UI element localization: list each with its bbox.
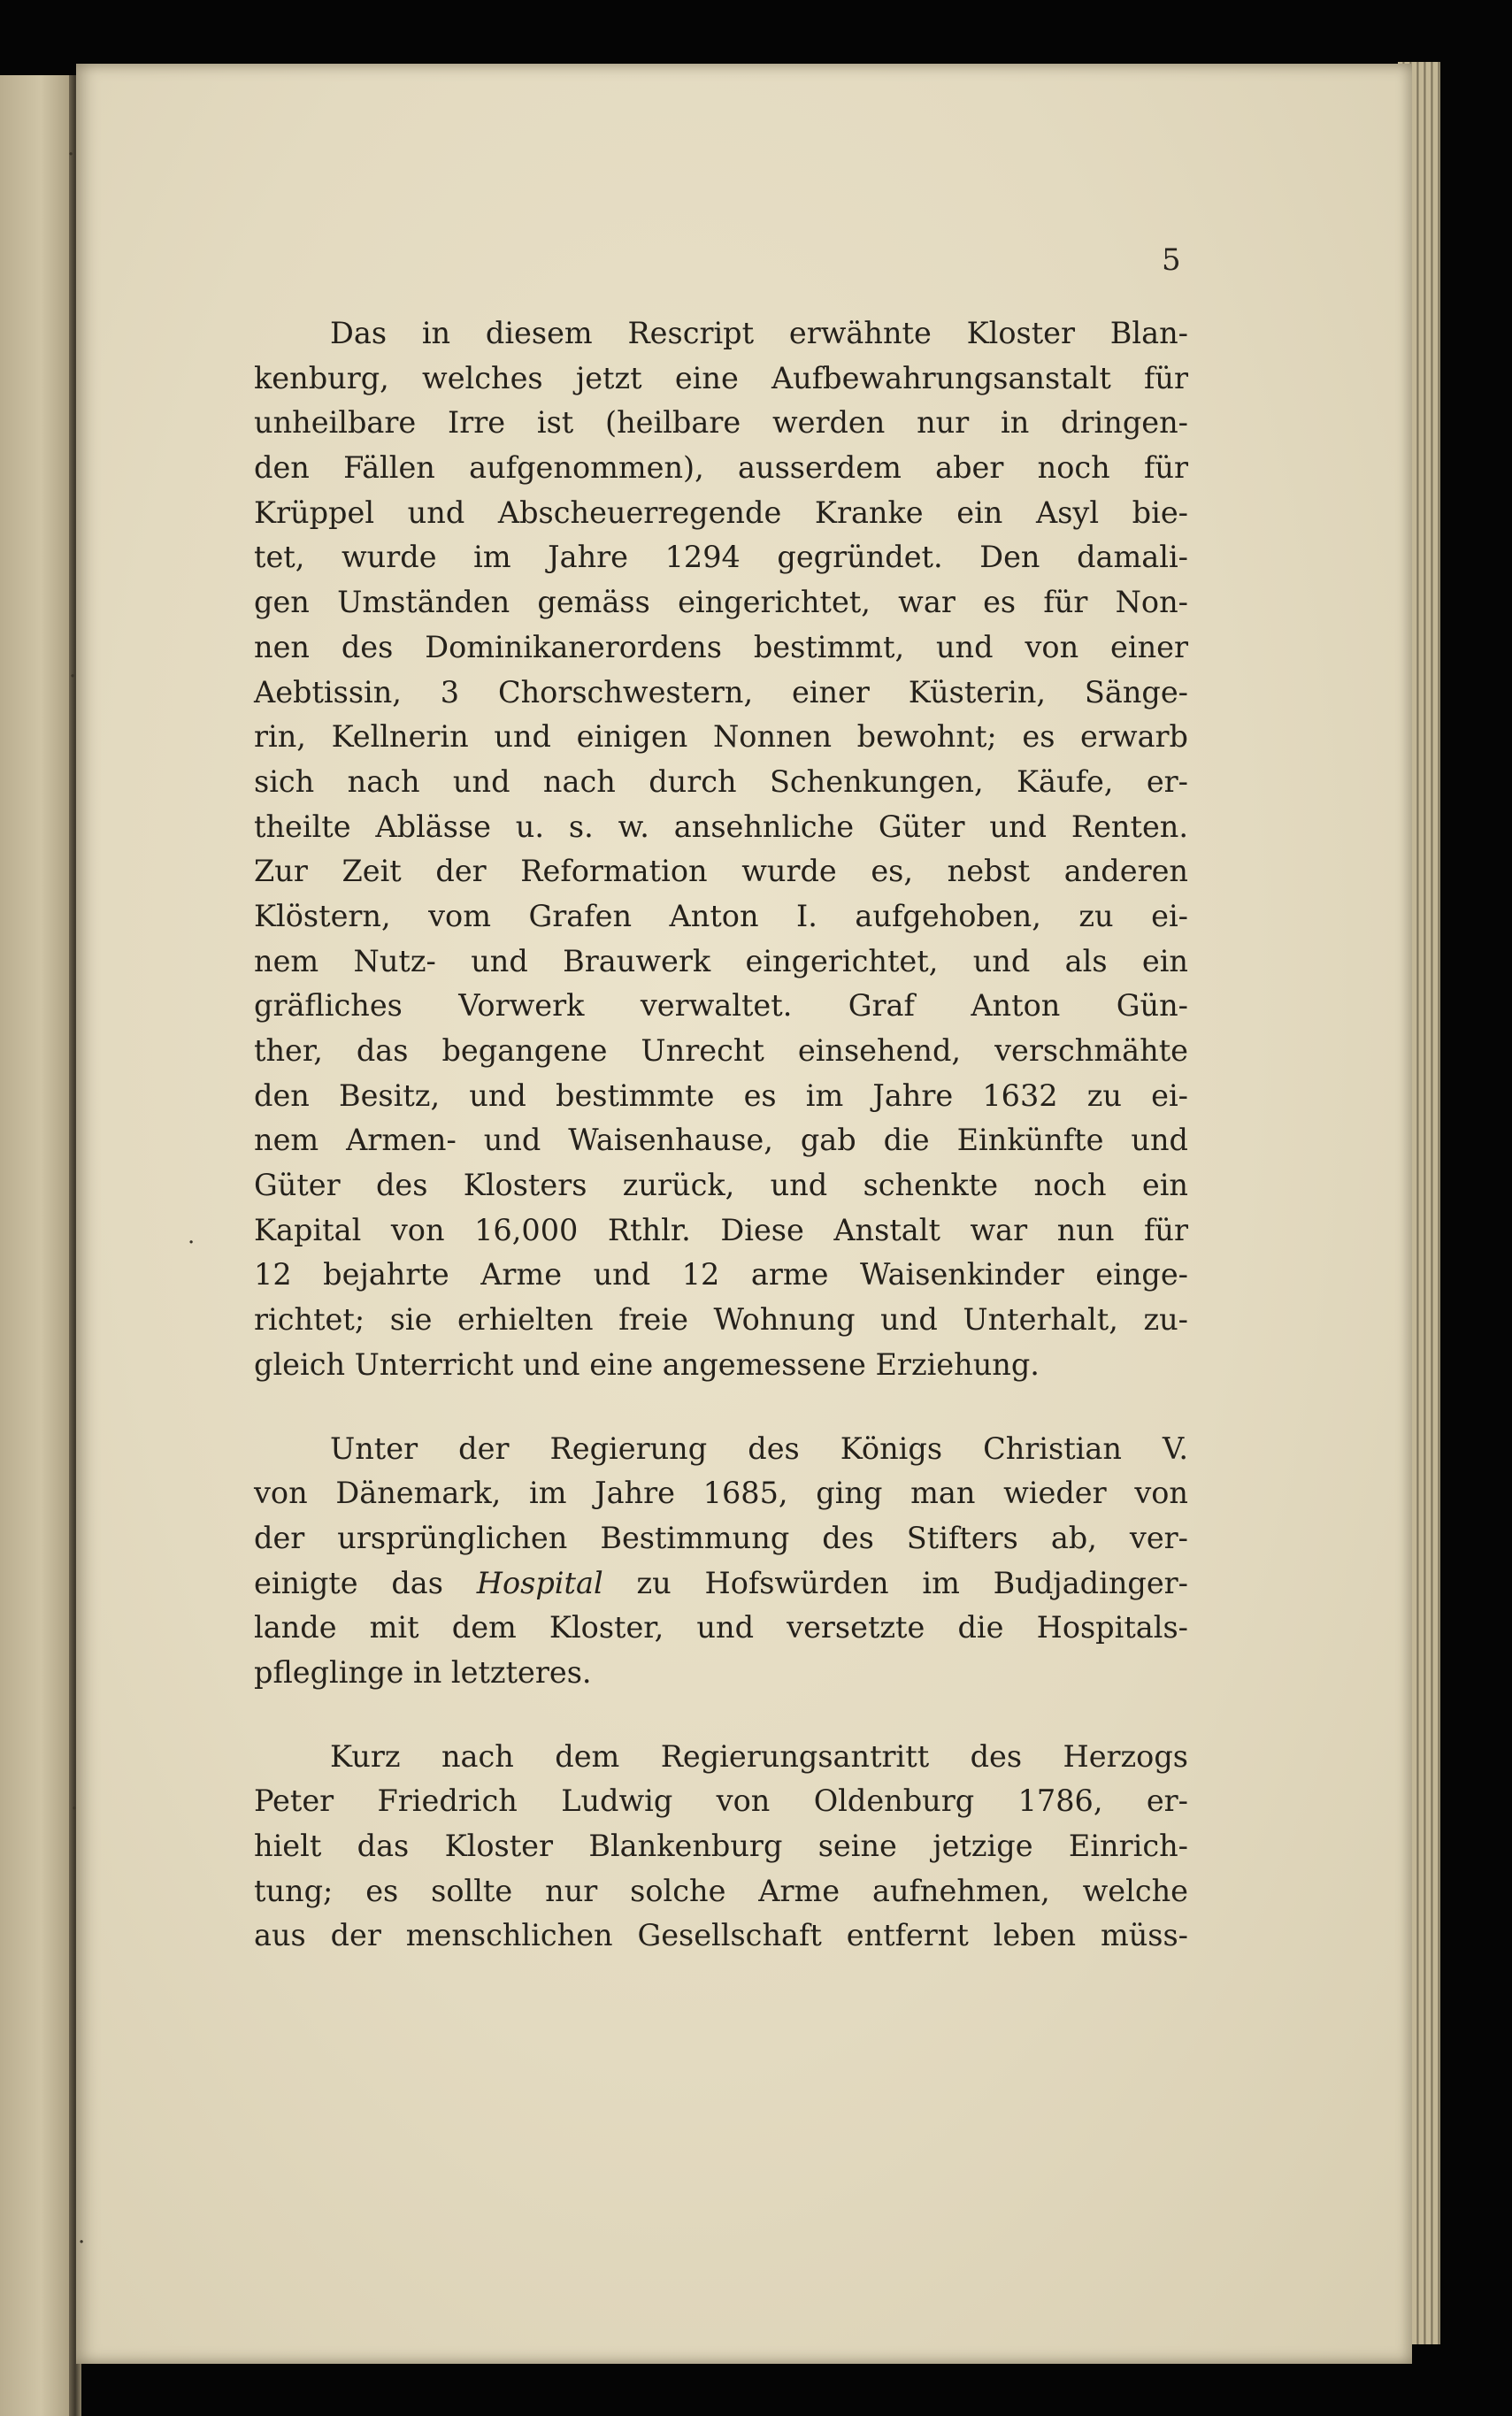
text-line: Krüppel und Abscheuerregende Kranke ein Asyl bie- (254, 495, 1188, 530)
text-line: gleich Unterricht und eine angemessene Erziehung. (254, 1346, 1040, 1382)
text-line: gen Umständen gemäss eingerichtet, war es für Non- (254, 585, 1188, 620)
italic-term: Hospital (476, 1565, 603, 1600)
text-line-with-italic (254, 1561, 1188, 1607)
text-line: sich nach und nach durch Schenkungen, Käufe, er- (254, 763, 1188, 799)
text-line: der ursprünglichen Bestimmung des Stifters ab, ver- (254, 1520, 1188, 1555)
text-line: theilte Ablässe u. s. w. ansehnliche Güter und Renten. (254, 809, 1188, 844)
text-line: Das in diesem Rescript erwähnte Kloster Blan- (330, 316, 1188, 350)
text-line: nem Nutz- und Brauwerk eingerichtet, und als ein (254, 943, 1188, 978)
text-line: Kurz nach dem Regierungsantritt des Herzogs (330, 1738, 1188, 1774)
paragraph-gap (254, 1696, 1188, 1735)
text-line: Aebtissin, 3 Chorschwestern, einer Küsterin, Sänge- (254, 674, 1188, 709)
text-line: Peter Friedrich Ludwig von Oldenburg 1786, er- (254, 1783, 1188, 1819)
text-line: ther, das begangene Unrecht einsehend, verschmähte (254, 1033, 1188, 1068)
text-line: den Besitz, und bestimmte es im Jahre 1632 zu ei- (254, 1078, 1188, 1113)
previous-page-edge (0, 75, 77, 2416)
text-segment: einigte das (254, 1565, 443, 1600)
text-line: Klöstern, vom Grafen Anton I. aufgehoben, zu ei- (254, 898, 1188, 933)
text-line: gräfliches Vorwerk verwaltet. Graf Anton Gün- (254, 988, 1188, 1024)
paragraph-2 (254, 1427, 1188, 1696)
page-number: 5 (1162, 242, 1181, 278)
stray-mark: · (71, 1796, 79, 1822)
text-line: von Dänemark, im Jahre 1685, ging man wieder von (254, 1476, 1188, 1511)
text-line: pfleglinge in letzteres. (254, 1654, 592, 1690)
paragraph-1 (254, 311, 1188, 1388)
paragraph-3 (254, 1735, 1188, 1959)
text-line: nem Armen- und Waisenhause, gab die Einkünfte und (254, 1123, 1188, 1158)
text-line: den Fällen aufgenommen), ausserdem aber noch für (254, 450, 1188, 486)
text-line: lande mit dem Kloster, und versetzte die Hospitals- (254, 1610, 1188, 1645)
text-line: Unter der Regierung des Königs Christian V. (330, 1430, 1188, 1466)
text-line: nen des Dominikanerordens bestimmt, und von einer (254, 629, 1188, 664)
text-line: Zur Zeit der Reformation wurde es, nebst anderen (254, 854, 1188, 889)
text-line: unheilbare Irre ist (heilbare werden nur in dringen- (254, 405, 1188, 441)
page-body-text (254, 311, 1188, 1959)
text-line: Kapital von 16,000 Rthlr. Diese Anstalt war nun für (254, 1212, 1188, 1247)
text-line: aus der menschlichen Gesellschaft entfernt leben müss- (254, 1918, 1188, 1953)
text-line: hielt das Kloster Blankenburg seine jetzige Einrich- (254, 1829, 1188, 1863)
text-line: kenburg, welches jetzt eine Aufbewahrungsanstalt für (254, 360, 1188, 395)
text-segment: zu Hofswürden im Budjadinger- (636, 1565, 1188, 1600)
stray-mark: · (78, 2229, 86, 2256)
stray-mark: · (67, 142, 75, 168)
text-line: Güter des Klosters zurück, und schenkte noch ein (254, 1168, 1188, 1203)
stray-mark: · (69, 663, 77, 690)
paragraph-gap (254, 1388, 1188, 1427)
text-line: tung; es sollte nur solche Arme aufnehmen, welche (254, 1873, 1188, 1908)
text-line: 12 bejahrte Arme und 12 arme Waisenkinder einge- (254, 1257, 1188, 1292)
text-line: tet, wurde im Jahre 1294 gegründet. Den damali- (254, 540, 1188, 575)
text-line: rin, Kellnerin und einigen Nonnen bewohnt; es erwarb (254, 719, 1188, 755)
stray-mark: · (188, 1230, 196, 1256)
text-line: richtet; sie erhielten freie Wohnung und Unterhalt, zu- (254, 1302, 1188, 1338)
